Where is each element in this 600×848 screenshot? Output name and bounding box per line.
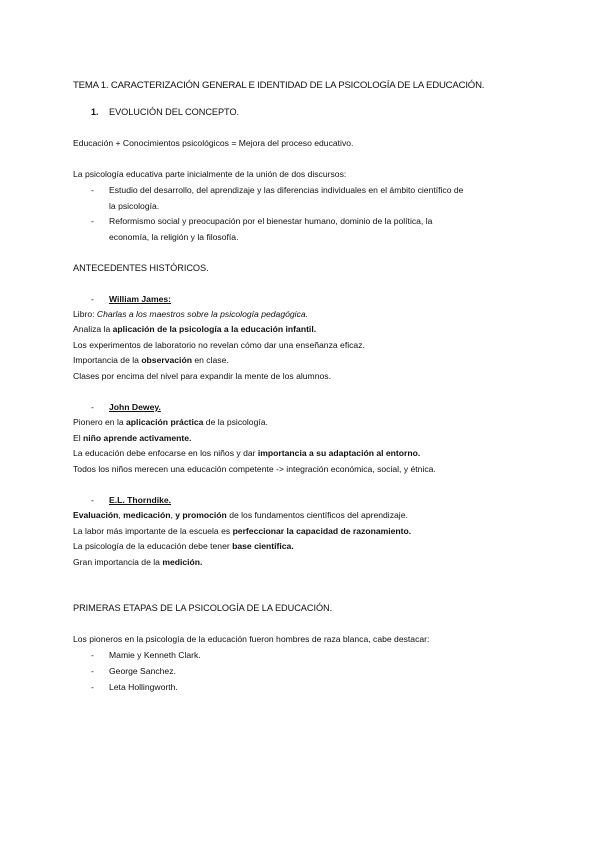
intro-line: La psicología educativa parte inicialmente de la unión de dos discursos: [73, 169, 347, 179]
dewey-line: El niño aprende activamente. [73, 433, 192, 443]
formula-line: Educación + Conocimientos psicológicos = Mejora del proceso educativo. [73, 138, 354, 148]
bullet-text-cont: economía, la religión y la filosofía. [109, 232, 239, 242]
james-line: Analiza la aplicación de la psicología a la educación infantil. [73, 324, 317, 334]
section-heading-antecedentes: ANTECEDENTES HISTÓRICOS. [73, 263, 209, 273]
thorndike-line: La psicología de la educación debe tener base científica. [73, 541, 294, 551]
pioneer-name: Mamie y Kenneth Clark. [109, 650, 201, 660]
document-title: TEMA 1. CARACTERIZACIÓN GENERAL E IDENTIDAD DE LA PSICOLOGÍA DE LA EDUCACIÓN. [73, 80, 485, 91]
bullet-dash: - [91, 682, 94, 692]
section-heading-evolucion: EVOLUCIÓN DEL CONCEPTO. [109, 107, 240, 117]
primeras-intro: Los pioneros en la psicología de la educación fueron hombres de raza blanca, cabe destacar: [73, 634, 430, 644]
author-name-james: William James: [109, 294, 172, 304]
bullet-text-cont: la psicología. [109, 201, 160, 211]
pioneer-name: Leta Hollingworth. [109, 682, 178, 692]
pioneer-name: George Sanchez. [109, 666, 176, 676]
bullet-dash: - [91, 402, 94, 412]
james-line: Libro: Charlas a los maestros sobre la psicología pedagógica. [73, 309, 309, 319]
bullet-dash: - [91, 650, 94, 660]
section-heading-primeras-etapas: PRIMERAS ETAPAS DE LA PSICOLOGÍA DE LA EDUCACIÓN. [73, 603, 333, 613]
james-line: Clases por encima del nivel para expandir la mente de los alumnos. [73, 371, 331, 381]
thorndike-line: La labor más importante de la escuela es perfeccionar la capacidad de razonamiento. [73, 526, 412, 536]
bullet-text: Reformismo social y preocupación por el bienestar humano, dominio de la política, la [109, 216, 433, 226]
dewey-line: Pionero en la aplicación práctica de la psicología. [73, 417, 268, 427]
bullet-dash: - [91, 216, 94, 226]
bullet-dash: - [91, 666, 94, 676]
james-line: Importancia de la observación en clase. [73, 355, 229, 365]
bullet-dash: - [91, 185, 94, 195]
dewey-line: La educación debe enfocarse en los niños y dar importancia a su adaptación al entorno. [73, 448, 421, 458]
author-name-dewey: John Dewey. [109, 402, 161, 412]
bullet-dash: - [91, 495, 94, 505]
dewey-line: Todos los niños merecen una educación competente -> integración económica, social, y étnica. [73, 464, 436, 474]
bullet-dash: - [91, 294, 94, 304]
thorndike-line: Evaluación, medicación, y promoción de los fundamentos científicos del aprendizaje. [73, 510, 408, 520]
bullet-text: Estudio del desarrollo, del aprendizaje y las diferencias individuales en el ámbito científico de [109, 185, 464, 195]
james-line: Los experimentos de laboratorio no revelan cómo dar una enseñanza eficaz. [73, 340, 365, 350]
author-name-thorndike: E.L. Thorndike. [109, 495, 172, 505]
thorndike-line: Gran importancia de la medición. [73, 557, 203, 567]
section-number: 1. [91, 107, 99, 117]
